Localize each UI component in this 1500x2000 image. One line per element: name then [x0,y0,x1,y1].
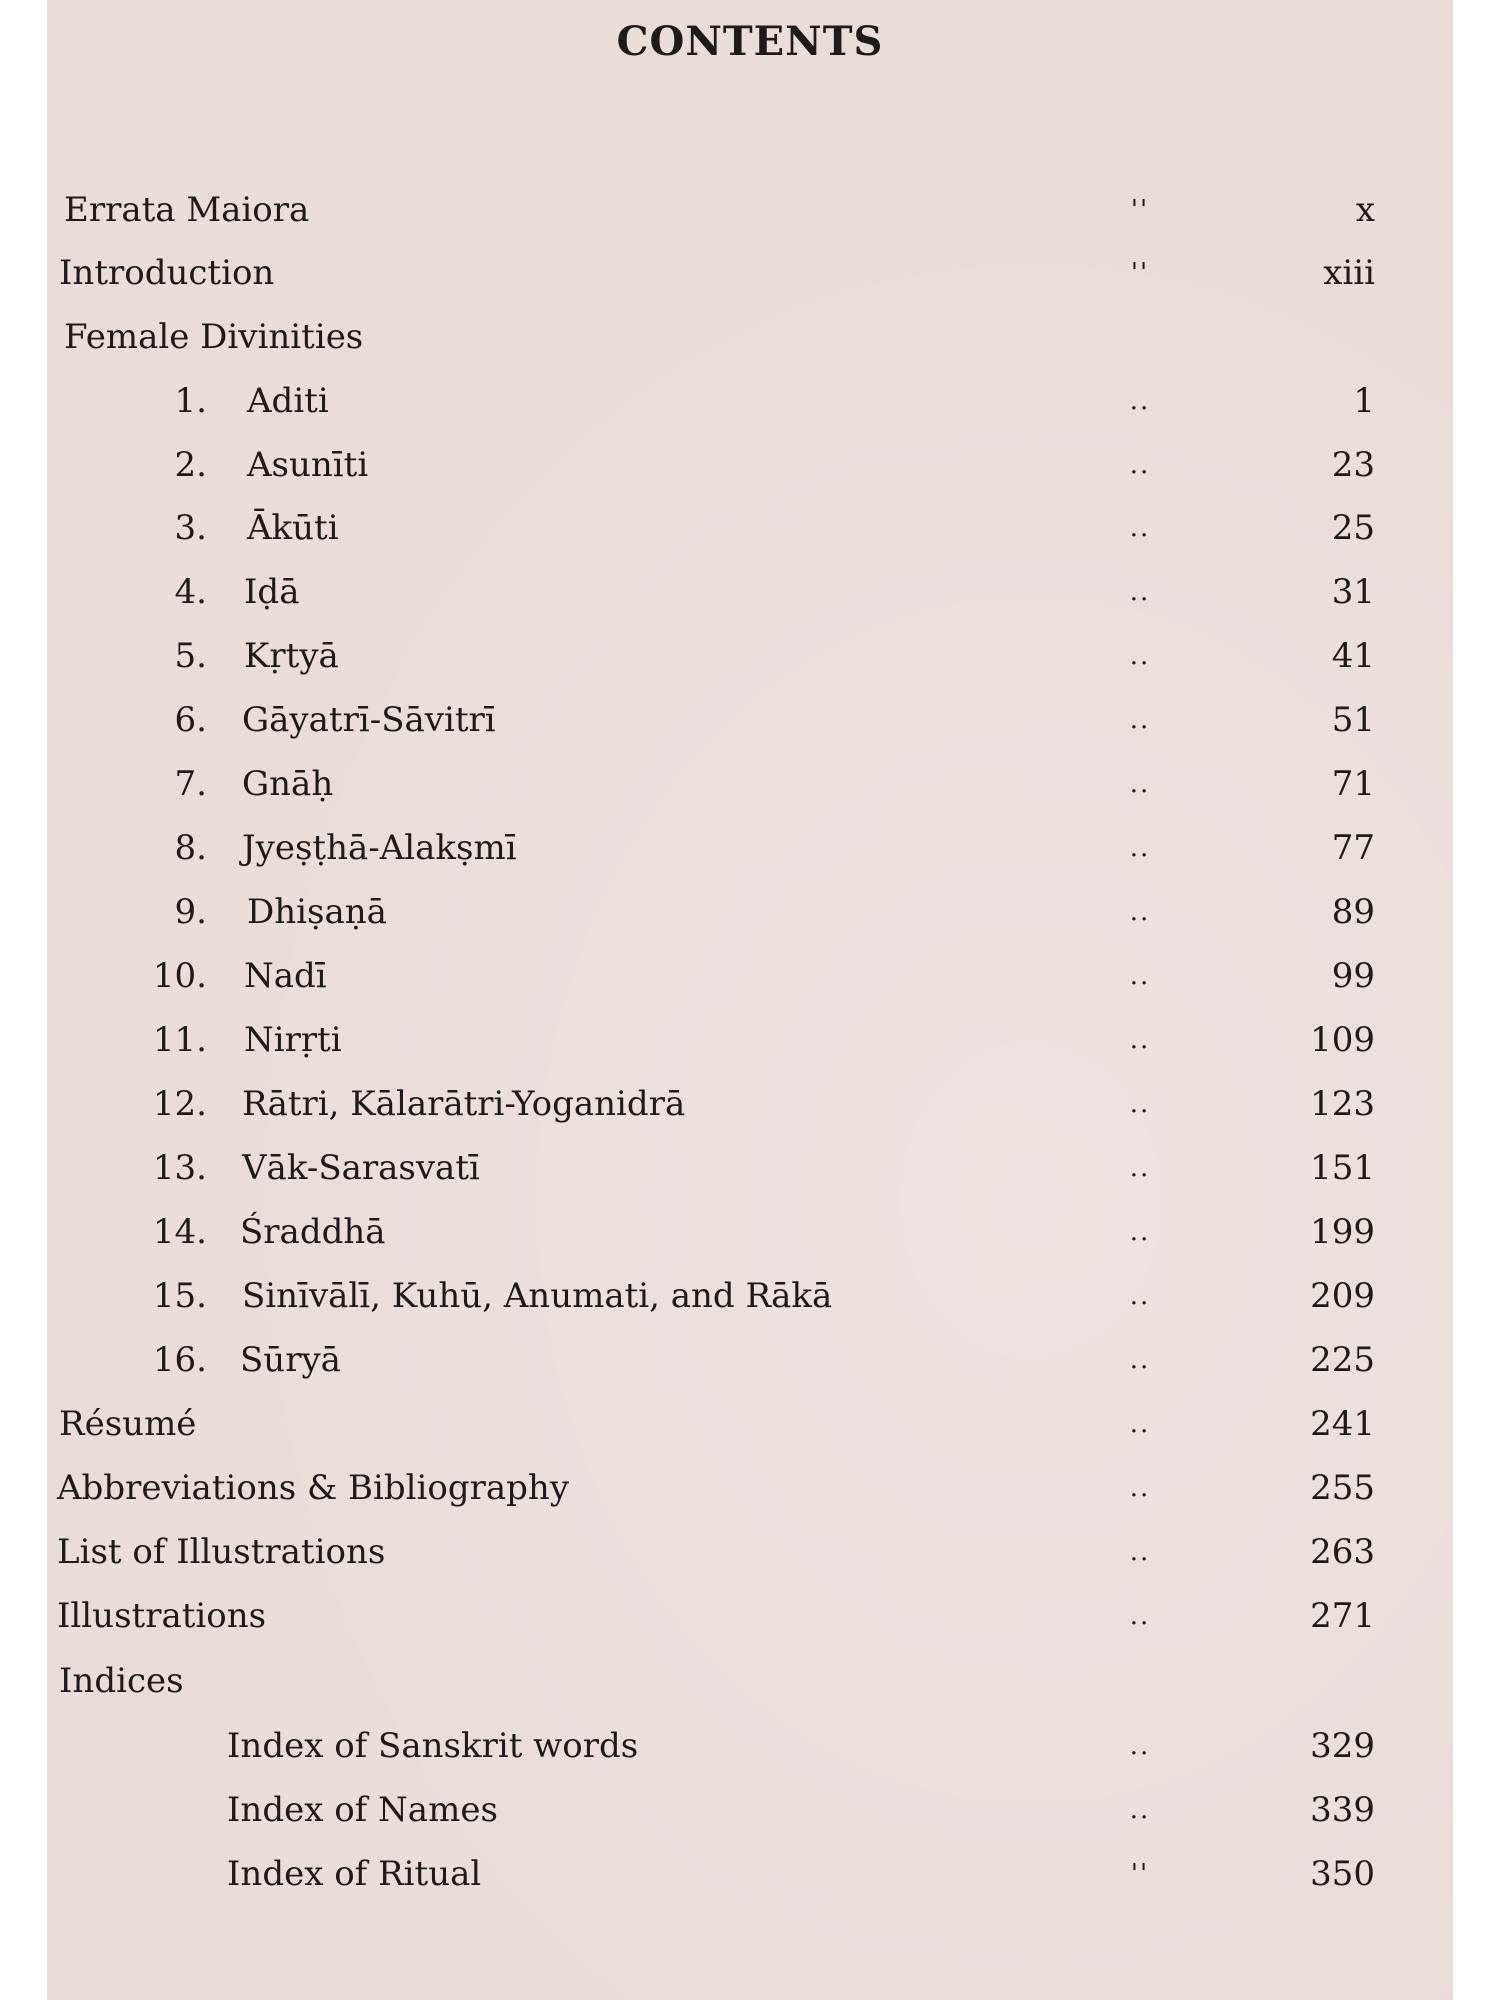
entry-label: Gāyatrī-Sāvitrī [242,700,496,740]
dot-leader: .. [1129,1601,1151,1631]
entry-number: 7. [174,764,207,804]
entry-number: 14. [152,1212,207,1252]
dot-leader: .. [1129,577,1151,607]
entry-label: Sūryā [240,1340,341,1380]
entry-page-number: 89 [1331,892,1375,932]
entry-number: 16. [152,1340,207,1380]
entry-number: 9. [174,892,207,932]
dot-leader: .. [1129,513,1151,543]
toc-entry-9 [47,887,1453,937]
entry-page-number: 99 [1331,956,1375,996]
entry-label: Introduction [59,253,275,293]
entry-page-number: 71 [1331,764,1375,804]
dot-leader: .. [1129,769,1151,799]
dot-leader: .. [1129,1795,1151,1825]
toc-entry-12 [47,1079,1453,1129]
entry-label: Jyeṣṭhā-Alakṣmī [242,828,517,868]
entry-label: Asunīti [247,445,369,485]
toc-entry-index-ritual [47,1849,1453,1899]
entry-label: Index of Ritual [227,1854,482,1894]
dot-leader: '' [1130,195,1150,225]
entry-label: Vāk-Sarasvatī [242,1148,480,1188]
entry-number: 15. [152,1276,207,1316]
entry-page-number: 31 [1331,572,1375,612]
entry-page-number: 23 [1331,445,1375,485]
toc-entry-8 [47,823,1453,873]
entry-number: 5. [174,636,207,676]
entry-page-number: 241 [1310,1404,1375,1444]
entry-label: List of Illustrations [57,1532,386,1572]
entry-label: Aditi [247,381,329,421]
entry-page-number: 209 [1310,1276,1375,1316]
toc-entry-14 [47,1207,1453,1257]
entry-page-number: 255 [1310,1468,1375,1508]
entry-number: 4. [174,572,207,612]
section-heading: Female Divinities [64,317,364,357]
toc-entry-15 [47,1271,1453,1321]
toc-entry-list-of-illustrations [47,1527,1453,1577]
entry-number: 13. [152,1148,207,1188]
entry-number: 2. [174,445,207,485]
entry-number: 11. [152,1020,207,1060]
dot-leader: .. [1129,1089,1151,1119]
toc-entry-5 [47,631,1453,681]
toc-entry-13 [47,1143,1453,1193]
toc-entry-abbreviations [47,1463,1453,1513]
toc-entry-11 [47,1015,1453,1065]
dot-leader: .. [1129,833,1151,863]
entry-label: Ākūti [247,508,339,548]
dot-leader: .. [1129,386,1151,416]
entry-label: Iḍā [244,572,300,612]
entry-label: Sinīvālī, Kuhū, Anumati, and Rākā [242,1276,833,1316]
section-heading-female-divinities [47,312,1453,362]
entry-label: Index of Names [227,1790,498,1830]
toc-entry-resume [47,1399,1453,1449]
entry-label: Errata Maiora [64,190,310,230]
entry-label: Gnāḥ [242,764,334,804]
toc-entry-errata [47,185,1453,235]
entry-page-number: 1 [1353,381,1375,421]
book-page [47,0,1453,2000]
dot-leader: .. [1129,1025,1151,1055]
dot-leader: .. [1129,961,1151,991]
entry-page-number: 329 [1310,1726,1375,1766]
dot-leader: .. [1129,897,1151,927]
page-title: CONTENTS [616,18,884,65]
dot-leader: .. [1129,1731,1151,1761]
dot-leader: '' [1130,258,1150,288]
toc-entry-index-names [47,1785,1453,1835]
dot-leader: .. [1129,450,1151,480]
dot-leader: .. [1129,1473,1151,1503]
entry-page-number: 77 [1331,828,1375,868]
entry-page-number: 123 [1310,1084,1375,1124]
entry-number: 6. [174,700,207,740]
dot-leader: .. [1129,1217,1151,1247]
dot-leader: .. [1129,1409,1151,1439]
toc-entry-7 [47,759,1453,809]
toc-entry-1 [47,376,1453,426]
entry-page-number: x [1355,190,1375,230]
entry-label: Kṛtyā [244,636,339,676]
entry-number: 3. [174,508,207,548]
entry-label: Résumé [59,1404,197,1444]
entry-page-number: 199 [1310,1212,1375,1252]
entry-page-number: 109 [1310,1020,1375,1060]
toc-entry-4 [47,567,1453,617]
entry-page-number: 225 [1310,1340,1375,1380]
section-heading-indices [47,1656,1453,1706]
entry-label: Illustrations [57,1596,267,1636]
entry-label: Rātri, Kālarātri-Yoganidrā [242,1084,686,1124]
entry-page-number: xiii [1323,253,1375,293]
entry-page-number: 41 [1331,636,1375,676]
dot-leader: .. [1129,1153,1151,1183]
toc-entry-3 [47,503,1453,553]
entry-number: 12. [152,1084,207,1124]
entry-page-number: 263 [1310,1532,1375,1572]
toc-entry-illustrations [47,1591,1453,1641]
entry-number: 10. [152,956,207,996]
entry-page-number: 151 [1310,1148,1375,1188]
entry-label: Nadī [244,956,327,996]
toc-entry-6 [47,695,1453,745]
entry-page-number: 271 [1310,1596,1375,1636]
entry-label: Index of Sanskrit words [227,1726,639,1766]
toc-entry-index-sanskrit [47,1721,1453,1771]
entry-page-number: 339 [1310,1790,1375,1830]
entry-number: 1. [174,381,207,421]
entry-page-number: 51 [1331,700,1375,740]
dot-leader: .. [1129,641,1151,671]
dot-leader: '' [1130,1859,1150,1889]
entry-label: Abbreviations & Bibliography [57,1468,570,1508]
entry-page-number: 350 [1310,1854,1375,1894]
toc-entry-16 [47,1335,1453,1385]
toc-entry-2 [47,440,1453,490]
entry-label: Dhiṣaṇā [247,892,387,932]
entry-page-number: 25 [1331,508,1375,548]
entry-label: Śraddhā [240,1212,386,1252]
entry-number: 8. [174,828,207,868]
dot-leader: .. [1129,1537,1151,1567]
entry-label: Nirṛti [244,1020,342,1060]
toc-entry-introduction [47,248,1453,298]
toc-entry-10 [47,951,1453,1001]
dot-leader: .. [1129,1345,1151,1375]
dot-leader: .. [1129,1281,1151,1311]
section-heading: Indices [59,1661,184,1701]
dot-leader: .. [1129,705,1151,735]
